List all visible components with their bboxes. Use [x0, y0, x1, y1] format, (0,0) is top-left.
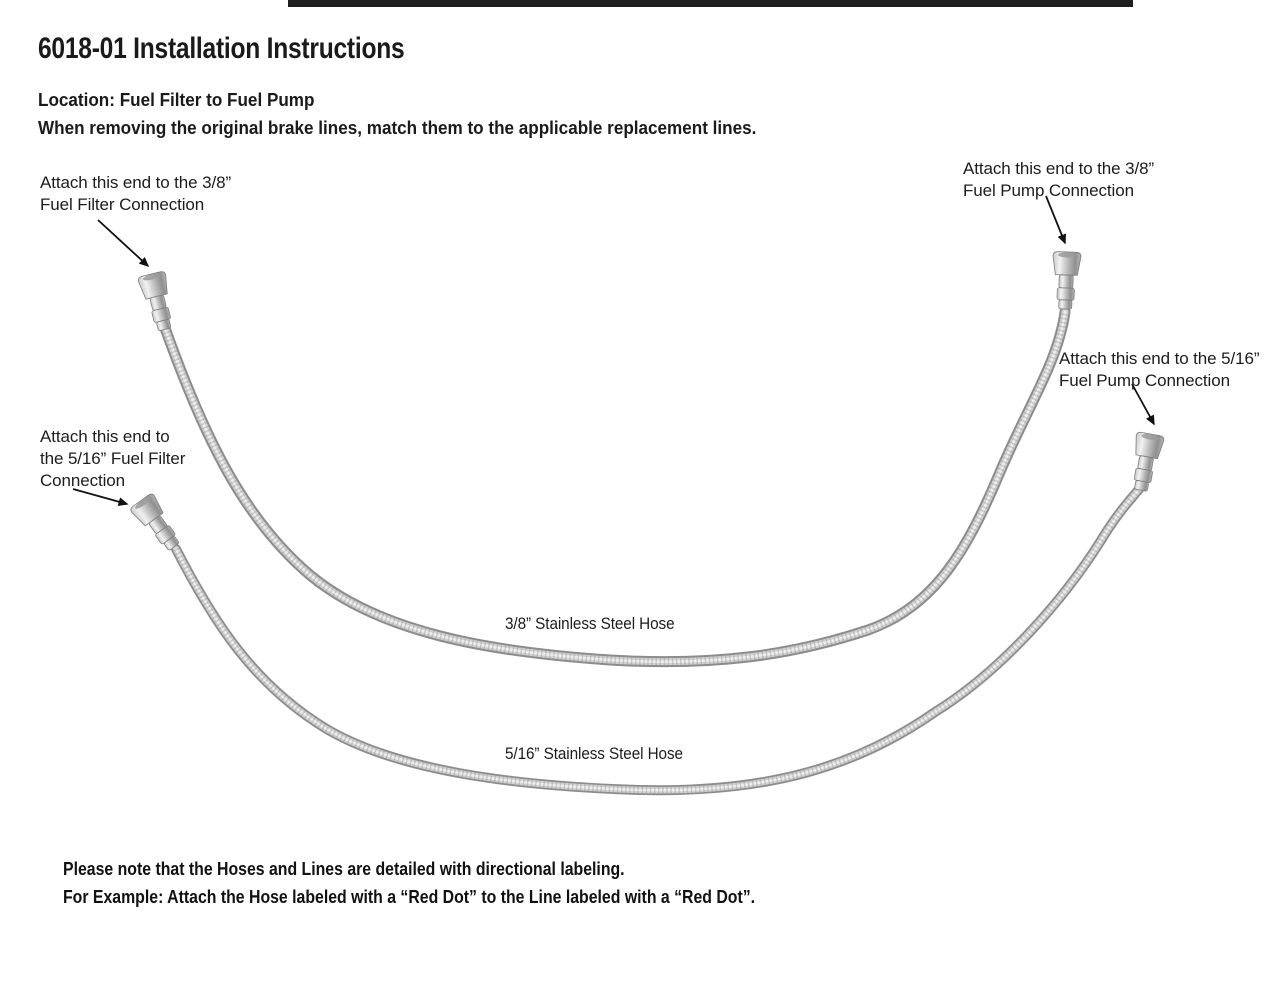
callout-line: Attach this end to the 3/8” — [963, 159, 1155, 178]
footer-note-line2: For Example: Attach the Hose labeled with a “Red Dot” to the Line labeled with a “Red Dot”. — [63, 887, 756, 907]
hose-516-label: 5/16” Stainless Steel Hose — [505, 744, 683, 763]
callout-line: Fuel Pump Connection — [1059, 371, 1230, 390]
callout-line: the 5/16” Fuel Filter — [40, 449, 186, 468]
fitting-38-fuel-pump — [1051, 252, 1081, 310]
callout-line: Attach this end to — [40, 427, 170, 446]
callout-516-fuel-filter — [40, 426, 185, 492]
fitting-38-fuel-filter — [137, 271, 178, 333]
hose-38-label: 3/8” Stainless Steel Hose — [505, 614, 675, 633]
callout-line: Fuel Pump Connection — [963, 181, 1134, 200]
callout-38-fuel-pump — [963, 158, 1154, 202]
fitting-516-fuel-pump — [1127, 432, 1164, 493]
callout-line: Connection — [40, 471, 126, 490]
arrow-to-38-pump-end — [1046, 196, 1065, 243]
location-line: Location: Fuel Filter to Fuel Pump — [38, 90, 315, 110]
arrow-to-38-filter-end — [98, 220, 148, 266]
callout-line: Attach this end to the 5/16” — [1059, 349, 1260, 368]
callout-line: Attach this end to the 3/8” — [40, 173, 232, 192]
instruction-line: When removing the original brake lines, match them to the applicable replacement lines. — [38, 118, 757, 138]
callout-line: Fuel Filter Connection — [40, 195, 205, 214]
footer-note-line1: Please note that the Hoses and Lines are detailed with directional labeling. — [63, 859, 625, 879]
callout-38-fuel-filter — [40, 172, 231, 216]
footer-note — [63, 855, 755, 911]
hose-38 — [165, 312, 1065, 662]
callout-516-fuel-pump — [1059, 348, 1259, 392]
page-title: 6018-01 Installation Instructions — [38, 32, 405, 65]
